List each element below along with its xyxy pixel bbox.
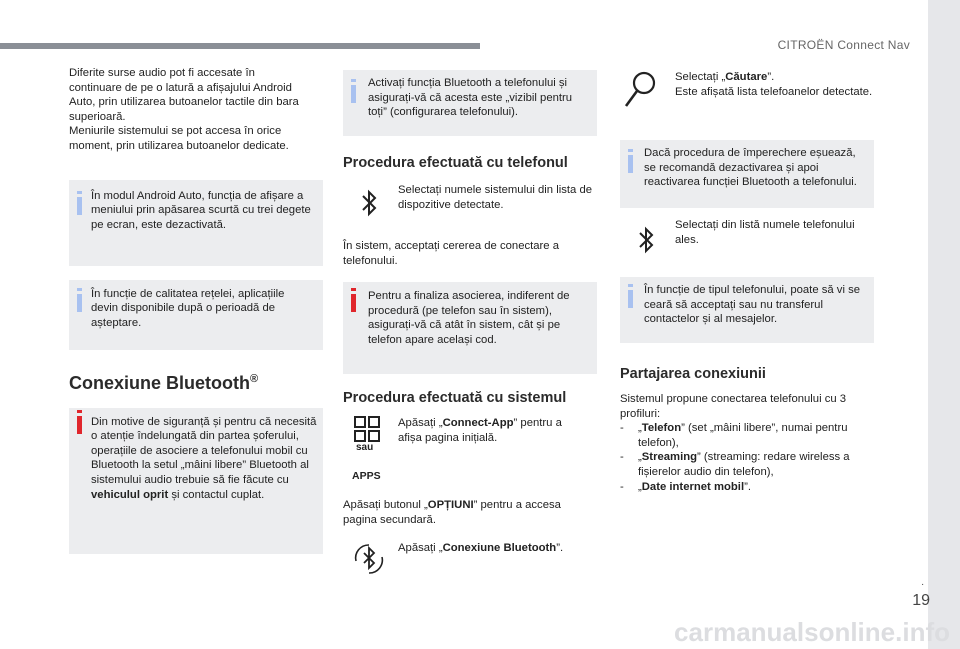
apps-grid-icon: [354, 416, 380, 442]
page-header-title: CITROËN Connect Nav: [777, 38, 910, 52]
page-number: 19: [912, 592, 930, 609]
warning-box-code: [343, 282, 597, 374]
info-text: În funcție de calitatea rețelei, aplicațiile devin disponibile după o perioadă de așteptare.: [91, 287, 285, 329]
info-text: În modul Android Auto, funcția de afișare a meniului prin apăsarea scurtă cu trei degete pe ecran, este dezactivată.: [91, 189, 311, 231]
step-text: Selectați „Căutare”. Este afișată lista telefoanelor detectate.: [675, 71, 873, 98]
warning-marker-icon: [351, 294, 356, 312]
list-item: - „Date internet mobil”.: [620, 480, 751, 493]
accept-request-text: În sistem, acceptați cererea de conectare a telefonului.: [343, 240, 560, 267]
warning-text: Din motive de siguranță și pentru că necesită o atenție îndelungată din partea șoferului, operațiile de asociere a telefonului mobil cu Bluetooth la setul „mâini libere” Bluetooth al sistemului audio trebuie să fie făcute cu vehiculul oprit și contactul cuplat.: [91, 415, 317, 501]
column-2: [343, 70, 597, 585]
step-connect-app: [343, 416, 597, 492]
heading-sup: ®: [250, 372, 259, 385]
warning-box-safety: [69, 408, 323, 554]
watermark: carmanualsonline.info: [674, 617, 950, 647]
info-marker-icon: [77, 294, 82, 312]
step-select-system: [343, 183, 597, 227]
apps-icon-group: [348, 416, 388, 482]
warning-marker-icon: [77, 416, 82, 434]
info-text: În funcție de tipul telefonului, poate să vi se ceară să acceptați sau nu transferul contactelor și al mesajelor.: [644, 284, 861, 326]
search-icon: [622, 70, 658, 110]
info-marker-icon: [628, 155, 633, 173]
info-box-contacts: [620, 277, 874, 343]
column-1: [69, 66, 323, 554]
info-text: Dacă procedura de împerechere eșuează, se recomandă dezactivarea și apoi reactivarea funcției Bluetooth a telefonului.: [644, 147, 857, 189]
icon-or-label: sau: [356, 442, 374, 454]
profiles-intro: Sistemul propune conectarea telefonului cu 3 profiluri:: [620, 393, 847, 420]
header-bar: [0, 43, 480, 49]
bluetooth-icon: [632, 222, 660, 258]
column-3: [620, 70, 874, 494]
bluetooth-icon: [355, 185, 383, 221]
info-text: Activați funcția Bluetooth a telefonului și asigurați-vă că acesta este „vizibil pentru toți” (configurarea telefonului).: [368, 77, 573, 119]
section-heading-phone: Procedura efectuată cu telefonul: [343, 155, 568, 171]
info-box-activate-bluetooth: [343, 70, 597, 136]
page-edge-strip: [928, 0, 960, 649]
info-box-android-auto: [69, 180, 323, 266]
step-text: Selectați din listă numele telefonului ales.: [675, 219, 855, 246]
section-heading-system: Procedura efectuată cu sistemul: [343, 390, 567, 407]
step-search: [620, 70, 874, 128]
intro-paragraph-2: Meniurile sistemului se pot accesa în orice moment, prin utilizarea butoanelor dedicate.: [69, 125, 289, 152]
apps-button-icon: APPS: [352, 470, 381, 483]
step-text: Apăsați „Conexiune Bluetooth”.: [398, 542, 564, 555]
step-text: Apăsați „Connect-App” pentru a afișa pagina inițială.: [398, 417, 562, 444]
page-dot: .: [921, 577, 924, 588]
list-item: - „Telefon” (set „mâini libere”, numai pentru telefon),: [620, 422, 848, 449]
heading-text: Conexiune Bluetooth: [69, 372, 250, 393]
section-heading-bluetooth: [69, 373, 323, 394]
bluetooth-connection-icon: [351, 541, 387, 577]
info-marker-icon: [628, 290, 633, 308]
info-marker-icon: [351, 85, 356, 103]
info-box-pairing-fail: [620, 140, 874, 208]
profiles-list: [620, 421, 872, 494]
options-text: Apăsați butonul „OPȚIUNI” pentru a accesa pagina secundară.: [343, 499, 561, 526]
info-box-network: [69, 280, 323, 350]
section-heading-sharing: Partajarea conexiunii: [620, 366, 766, 382]
intro-paragraph-1: Diferite surse audio pot fi accesate în continuare de pe o latură a afișajului Android Auto, prin utilizarea butoanelor tactile din bara superioară.: [69, 67, 299, 123]
step-select-phone: [620, 218, 874, 268]
step-bluetooth-connection: [343, 541, 597, 585]
list-item: - „Streaming” (streaming: redare wireless a fișierelor audio din telefon),: [620, 451, 850, 478]
step-text: Selectați numele sistemului din lista de dispozitive detectate.: [398, 184, 593, 211]
warning-text: Pentru a finaliza asocierea, indiferent de procedură (pe telefon sau în sistem), asigurați-vă că atât în sistem, cât și pe telefon apare același cod.: [368, 290, 570, 346]
info-marker-icon: [77, 197, 82, 215]
